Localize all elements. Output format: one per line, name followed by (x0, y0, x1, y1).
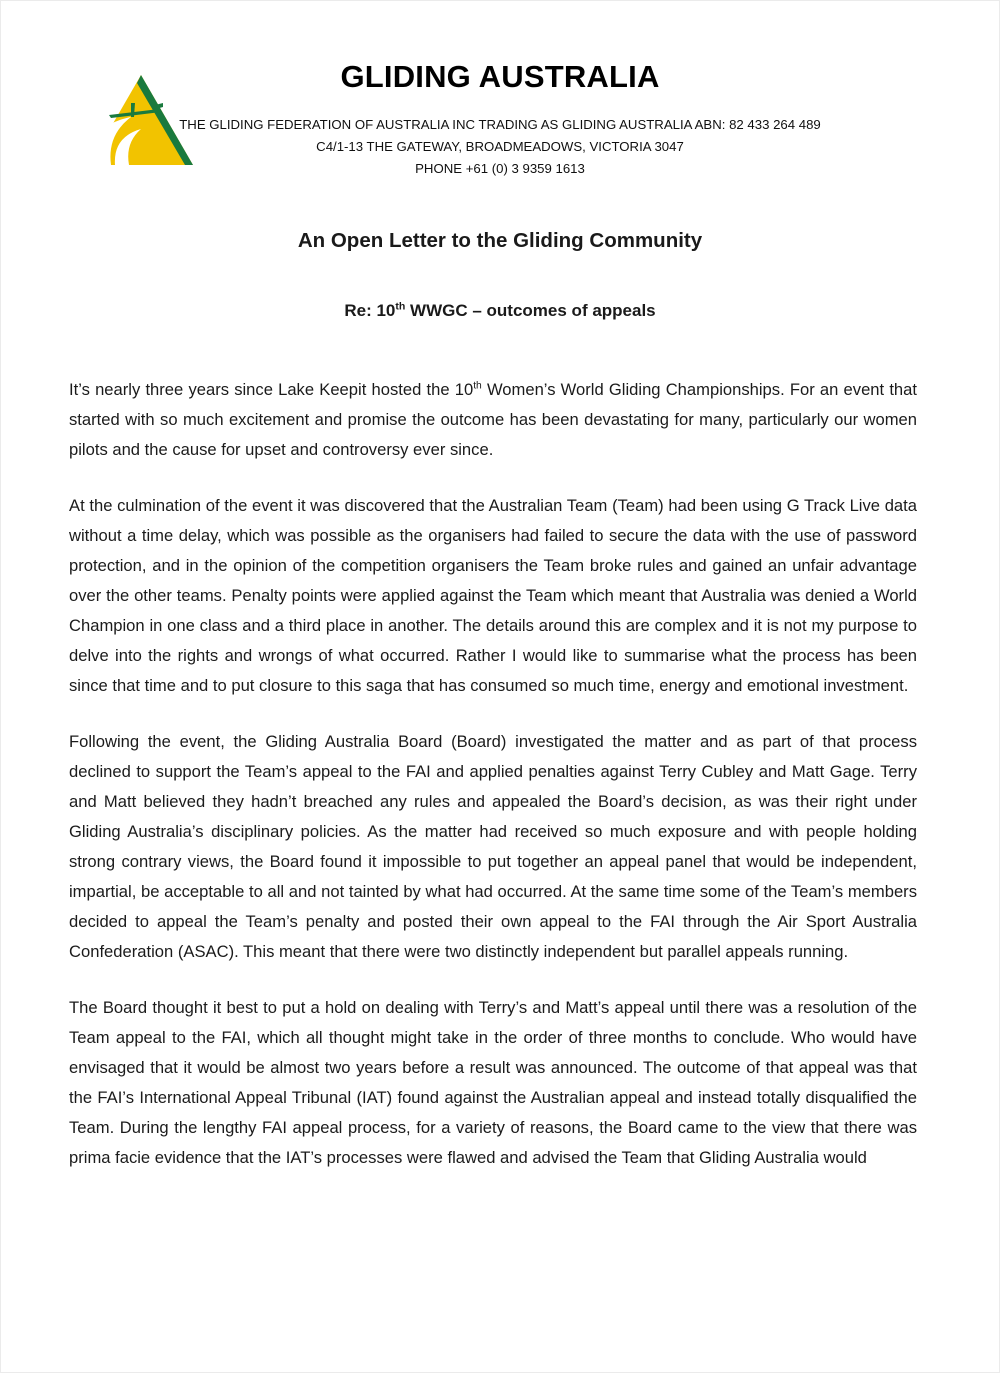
letterhead-contact-block (1, 114, 999, 180)
letterhead-phone: PHONE +61 (0) 3 9359 1613 (415, 161, 585, 176)
paragraph-1-post: Women’s World Gliding Championships. For an event that started with so much excitement and promise the outcome has been devastating for many, particularly our women pilots and the cause for upset and controversy ever since. (69, 380, 917, 459)
letterhead (1, 1, 999, 176)
body-paragraph-1 (69, 375, 917, 465)
letterhead-legal-name: THE GLIDING FEDERATION OF AUSTRALIA INC TRADING AS GLIDING AUSTRALIA ABN: 82 433 264 489 (179, 117, 821, 132)
subject-suffix: WWGC – outcomes of appeals (405, 301, 656, 320)
letterhead-address: C4/1-13 THE GATEWAY, BROADMEADOWS, VICTORIA 3047 (316, 139, 684, 154)
subject-ordinal-suffix: th (395, 300, 406, 313)
document-title: An Open Letter to the Gliding Community (297, 229, 703, 252)
document-headings (1, 229, 999, 321)
body-paragraph-4: The Board thought it best to put a hold on dealing with Terry’s and Matt’s appeal until there was a resolution of the Team appeal to the FAI, which all thought might take in the order of three months to conclude. Who would have envisaged that it would be almost two years before a result was announced. The outcome of that appeal was that the FAI’s International Appeal Tribunal (IAT) found against the Australian appeal and instead totally disqualified the Team. During the lengthy FAI appeal process, for a variety of reasons, the Board came to the view that there was prima facie evidence that the IAT’s processes were flawed and advised the Team that Gliding Australia would (69, 998, 917, 1167)
body-paragraph-3: Following the event, the Gliding Australia Board (Board) investigated the matter and as part of that process declined to support the Team’s appeal to the FAI and applied penalties against Terry Cubley and Matt Gage. Terry and Matt believed they hadn’t breached any rules and appealed the Board’s decision, as was their right under Gliding Australia’s disciplinary policies. As the matter had received so much exposure and with people holding strong contrary views, the Board found it impossible to put together an appeal panel that would be independent, impartial, be acceptable to all and not tainted by what had occurred. At the same time some of the Team’s members decided to appeal the Team’s penalty and posted their own appeal to the FAI through the Air Sport Australia Confederation (ASAC). This meant that there were two distinctly independent but parallel appeals running. (69, 732, 917, 961)
paragraph-1-pre: It’s nearly three years since Lake Keepit hosted the 10 (69, 380, 474, 399)
page-title: GLIDING AUSTRALIA (340, 59, 660, 94)
paragraph-1-ordinal-suffix: th (473, 380, 482, 392)
subject-prefix: Re: 10 (344, 301, 396, 320)
letter-body (69, 375, 917, 1173)
document-subject-line (1, 301, 999, 321)
body-paragraph-2: At the culmination of the event it was discovered that the Australian Team (Team) had been using G Track Live data without a time delay, which was possible as the organisers had failed to secure the data with the use of password protection, and in the opinion of the competition organisers the Team broke rules and gained an unfair advantage over the other teams. Penalty points were applied against the Team which meant that Australia was denied a World Champion in one class and a third place in another. The details around this are complex and it is not my purpose to delve into the rights and wrongs of what occurred. Rather I would like to summarise what the process has been since that time and to put closure to this saga that has consumed so much time, energy and emotional investment. (69, 496, 917, 695)
